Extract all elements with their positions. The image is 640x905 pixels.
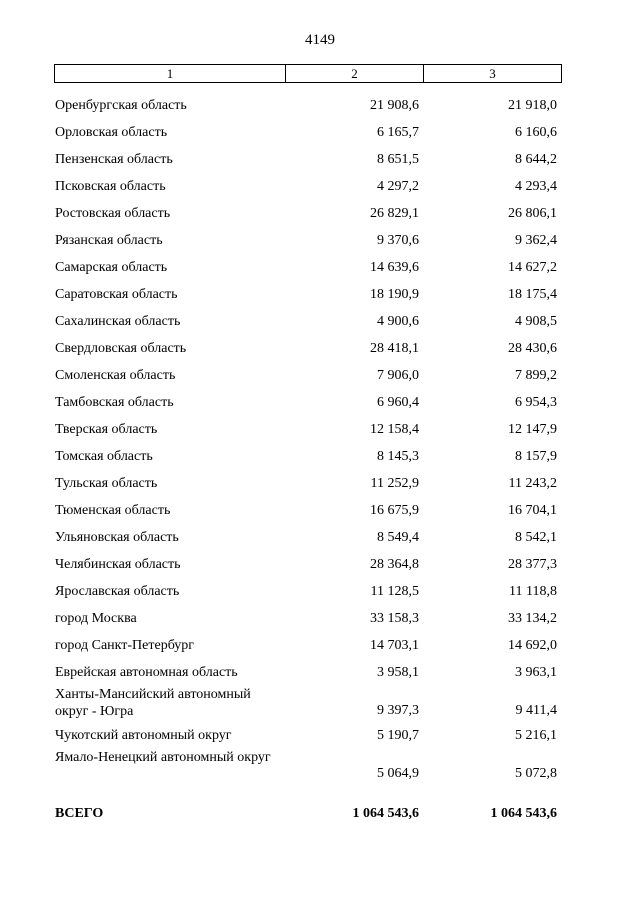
value-col-2: 8 145,3 (377, 449, 419, 464)
region-name: Саратовская область (55, 287, 178, 302)
region-name: Псковская область (55, 179, 166, 194)
table-row (0, 200, 640, 227)
region-name: Ульяновская область (55, 530, 179, 545)
value-col-3: 28 377,3 (508, 557, 557, 572)
value-col-2: 8 549,4 (377, 530, 419, 545)
value-col-3: 3 963,1 (515, 665, 557, 680)
region-name: Орловская область (55, 125, 168, 140)
region-name: Челябинская область (55, 557, 181, 572)
value-col-3: 8 157,9 (515, 449, 557, 464)
value-col-3: 16 704,1 (508, 503, 557, 518)
value-col-2: 5 064,9 (377, 766, 419, 781)
value-col-3: 14 692,0 (508, 638, 557, 653)
table-row (0, 281, 640, 308)
table-row (0, 632, 640, 659)
table-row (0, 146, 640, 173)
value-col-2: 8 651,5 (377, 152, 419, 167)
value-col-3: 11 118,8 (509, 584, 557, 599)
header-col-2: 2 (286, 65, 424, 82)
region-name: Тульская область (55, 476, 158, 491)
table-row (0, 470, 640, 497)
table-row (0, 722, 640, 749)
table-row (0, 551, 640, 578)
table-row (0, 389, 640, 416)
table-row (0, 416, 640, 443)
region-name: город Санкт-Петербург (55, 638, 195, 653)
table-row (0, 659, 640, 686)
value-col-3: 8 542,1 (515, 530, 557, 545)
table-header (54, 64, 562, 83)
table-row (0, 173, 640, 200)
value-col-2: 9 397,3 (377, 703, 419, 718)
region-name: Еврейская автономная область (55, 665, 238, 680)
value-col-2: 16 675,9 (370, 503, 419, 518)
value-col-3: 18 175,4 (508, 287, 557, 302)
region-name: Смоленская область (55, 368, 176, 383)
value-col-2: 11 128,5 (370, 584, 419, 599)
table-row (0, 443, 640, 470)
total-value-col-2: 1 064 543,6 (352, 806, 419, 821)
value-col-3: 9 362,4 (515, 233, 557, 248)
header-col-3: 3 (489, 65, 496, 81)
value-col-3: 4 908,5 (515, 314, 557, 329)
table-body (0, 92, 640, 785)
value-col-3: 21 918,0 (508, 98, 557, 113)
value-col-2: 9 370,6 (377, 233, 419, 248)
region-name: Оренбургская область (55, 98, 187, 113)
value-col-2: 11 252,9 (370, 476, 419, 491)
value-col-2: 5 190,7 (377, 728, 419, 743)
value-col-3: 5 216,1 (515, 728, 557, 743)
value-col-3: 4 293,4 (515, 179, 557, 194)
table-row (0, 308, 640, 335)
value-col-3: 33 134,2 (508, 611, 557, 626)
region-name: Ханты-Мансийский автономный округ - Югра (55, 687, 251, 719)
header-col-1: 1 (55, 65, 286, 82)
region-name: город Москва (55, 611, 137, 626)
page-number: 4149 (305, 32, 335, 48)
table-row (0, 605, 640, 632)
value-col-2: 33 158,3 (370, 611, 419, 626)
value-col-2: 21 908,6 (370, 98, 419, 113)
total-row (0, 806, 640, 826)
value-col-2: 6 960,4 (377, 395, 419, 410)
total-value-col-3: 1 064 543,6 (490, 806, 557, 821)
value-col-3: 6 160,6 (515, 125, 557, 140)
value-col-2: 14 703,1 (370, 638, 419, 653)
table-row (0, 254, 640, 281)
region-name: Тамбовская область (55, 395, 174, 410)
value-col-3: 5 072,8 (515, 766, 557, 781)
value-col-2: 7 906,0 (377, 368, 419, 383)
value-col-3: 28 430,6 (508, 341, 557, 356)
table-row (0, 578, 640, 605)
region-name: Ярославская область (55, 584, 180, 599)
table-row (0, 524, 640, 551)
table-row (0, 749, 640, 785)
value-col-2: 18 190,9 (370, 287, 419, 302)
region-name: Чукотский автономный округ (55, 728, 232, 743)
value-col-2: 3 958,1 (377, 665, 419, 680)
value-col-3: 9 411,4 (515, 703, 557, 718)
value-col-2: 4 297,2 (377, 179, 419, 194)
table-row (0, 227, 640, 254)
table-row (0, 497, 640, 524)
value-col-2: 14 639,6 (370, 260, 419, 275)
value-col-2: 6 165,7 (377, 125, 419, 140)
table-row (0, 335, 640, 362)
region-name: Самарская область (55, 260, 168, 275)
region-name: Тюменская область (55, 503, 171, 518)
table-row (0, 686, 640, 722)
region-name: Ямало-Ненецкий автономный округ (55, 750, 271, 765)
value-col-3: 6 954,3 (515, 395, 557, 410)
region-name: Ростовская область (55, 206, 171, 221)
value-col-3: 8 644,2 (515, 152, 557, 167)
region-name: Тверская область (55, 422, 158, 437)
value-col-3: 7 899,2 (515, 368, 557, 383)
region-name: Свердловская область (55, 341, 187, 356)
value-col-2: 26 829,1 (370, 206, 419, 221)
value-col-3: 26 806,1 (508, 206, 557, 221)
region-name: Сахалинская область (55, 314, 181, 329)
table-row (0, 92, 640, 119)
value-col-3: 14 627,2 (508, 260, 557, 275)
table-row (0, 362, 640, 389)
region-name: Рязанская область (55, 233, 163, 248)
value-col-3: 11 243,2 (508, 476, 557, 491)
value-col-2: 12 158,4 (370, 422, 419, 437)
value-col-2: 4 900,6 (377, 314, 419, 329)
value-col-2: 28 364,8 (370, 557, 419, 572)
value-col-3: 12 147,9 (508, 422, 557, 437)
table-row (0, 119, 640, 146)
region-name: Пензенская область (55, 152, 173, 167)
total-label: ВСЕГО (55, 806, 104, 821)
value-col-2: 28 418,1 (370, 341, 419, 356)
region-name: Томская область (55, 449, 153, 464)
